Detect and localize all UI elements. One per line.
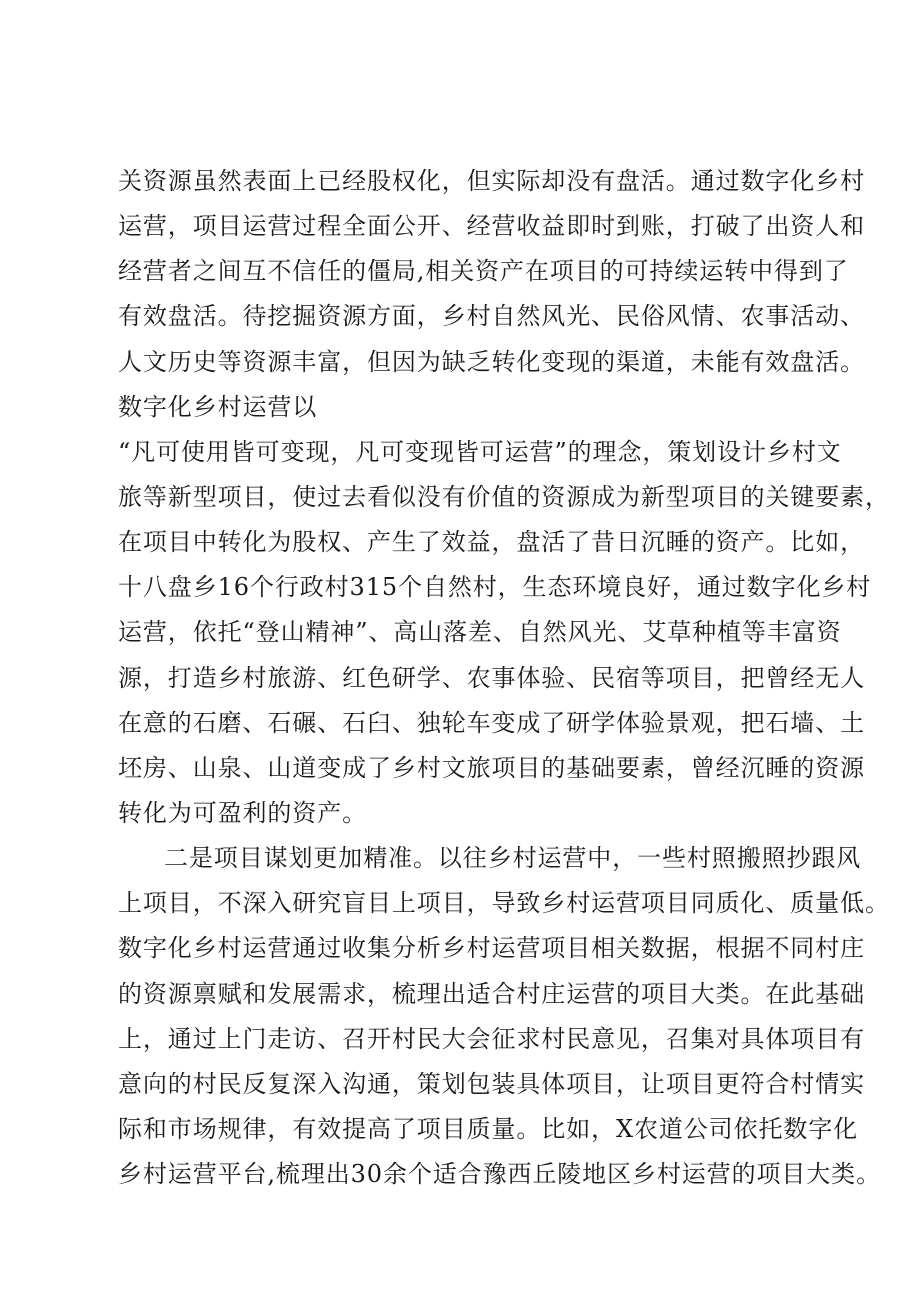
text-line: 源，打造乡村旅游、红色研学、农事体验、民宿等项目，把曾经无人 <box>118 663 865 692</box>
text-line: 上项目，不深入研究盲目上项目，导致乡村运营项目同质化、质量低。 <box>118 889 890 918</box>
text-line: 人文历史等资源丰富，但因为缺乏转化变现的渠道，未能有效盘活。 <box>118 347 865 376</box>
text-line: 关资源虽然表面上已经股权化，但实际却没有盘活。通过数字化乡村 <box>118 167 865 195</box>
text-line: 意向的村民反复深入沟通，策划包装具体项目，让项目更符合村情实 <box>118 1069 865 1098</box>
text-line: 数字化乡村运营以 <box>118 392 318 421</box>
text-line: 转化为可盈利的资产。 <box>118 798 367 827</box>
paragraph-start-line: 二是项目谋划更加精准。以往乡村运营中，一些村照搬照抄跟风 <box>164 844 862 873</box>
body-text <box>118 159 890 1197</box>
text-line: 乡村运营平台,梳理出30余个适合豫西丘陵地区乡村运营的项目大类。 <box>118 1160 881 1189</box>
text-line: 运营，项目运营过程全面公开、经营收益即时到账，打破了出资人和 <box>118 212 865 241</box>
text-line: 有效盘活。待挖掘资源方面，乡村自然风光、民俗风情、农事活动、 <box>118 302 865 331</box>
text-line: 在项目中转化为股权、产生了效益，盘活了昔日沉睡的资产。比如， <box>118 528 865 557</box>
text-line: 十八盘乡16个行政村315个自然村，生态环境良好，通过数字化乡村 <box>118 573 872 602</box>
text-line: 运营，依托“登山精神”、高山落差、自然风光、艾草种植等丰富资 <box>118 618 842 647</box>
text-line: 数字化乡村运营通过收集分析乡村运营项目相关数据，根据不同村庄 <box>118 934 865 963</box>
text-line: 在意的石磨、石碾、石臼、独轮车变成了研学体验景观，把石墙、土 <box>118 708 865 737</box>
text-line: 坯房、山泉、山道变成了乡村文旅项目的基础要素，曾经沉睡的资源 <box>118 753 865 782</box>
text-line: “凡可使用皆可变现，凡可变现皆可运营”的理念，策划设计乡村文 <box>118 437 842 466</box>
text-line: 的资源禀赋和发展需求，梳理出适合村庄运营的项目大类。在此基础 <box>118 979 865 1008</box>
text-line: 上，通过上门走访、召开村民大会征求村民意见，召集对具体项目有 <box>118 1024 865 1053</box>
text-line: 经营者之间互不信任的僵局,相关资产在项目的可持续运转中得到了 <box>118 257 849 286</box>
text-line: 旅等新型项目，使过去看似没有价值的资源成为新型项目的关键要素， <box>118 482 890 511</box>
text-line: 际和市场规律，有效提高了项目质量。比如，X农道公司依托数字化 <box>118 1114 859 1143</box>
